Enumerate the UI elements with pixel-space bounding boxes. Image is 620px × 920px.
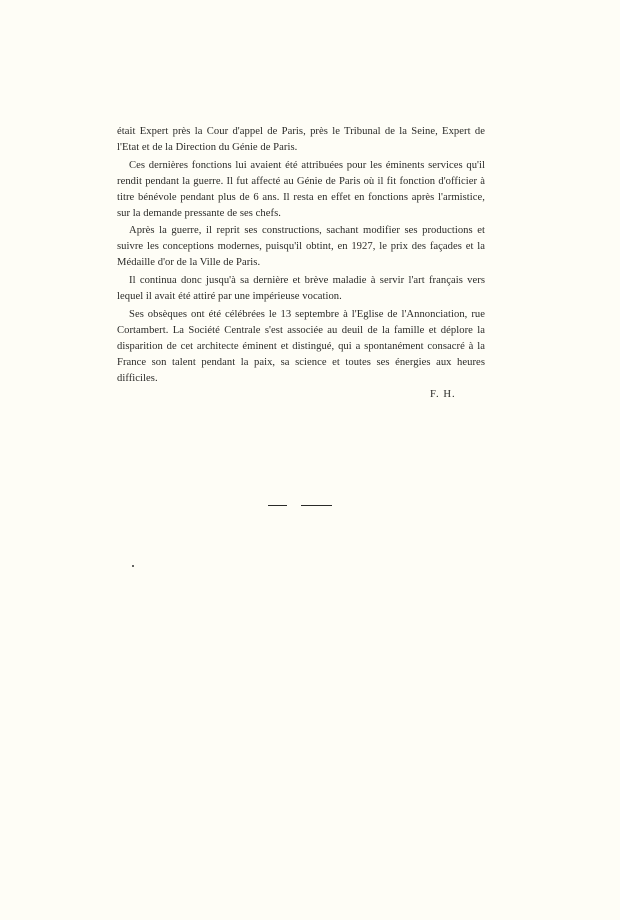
separator-rule-left <box>268 505 287 506</box>
paragraph-3: Après la guerre, il reprit ses constructions, sachant modifier ses productions et suivre les conceptions modernes, puisqu'il obtint, en 1927, le prix des façades et la Médaille d'or de la Ville de Paris. <box>117 225 485 269</box>
obituary-text <box>117 124 485 389</box>
paragraph-2: Ces dernières fonctions lui avaient été attribuées pour les éminents services qu'il rendit pendant la guerre. Il fut affecté au Génie de Paris où il fit fonction d'officier à titre bénévole pendant plus de 6 ans. Il resta en effet en fonctions après l'armistice, sur la demande pressante de ses chefs. <box>117 159 485 219</box>
paragraph-1: était Expert près la Cour d'appel de Paris, près le Tribunal de la Seine, Expert de l'Etat et de la Direction du Génie de Paris. <box>117 126 485 153</box>
separator-rule-right <box>301 505 332 506</box>
paragraph-5: Ses obsèques ont été célébrées le 13 septembre à l'Eglise de l'Annonciation, rue Cortambert. La Société Centrale s'est associée au deuil de la famille et déplore la disparition de cet architecte éminent et distingué, qui a spontanément consacré à la France son talent pendant la paix, sa science et toutes ses énergies aux heures difficiles. <box>117 308 485 384</box>
page-speck <box>132 565 134 567</box>
paragraph-4: Il continua donc jusqu'à sa dernière et brève maladie à servir l'art français vers lequel il avait été attiré par une impérieuse vocation. <box>117 275 485 303</box>
author-signature: F. H. <box>430 389 456 400</box>
